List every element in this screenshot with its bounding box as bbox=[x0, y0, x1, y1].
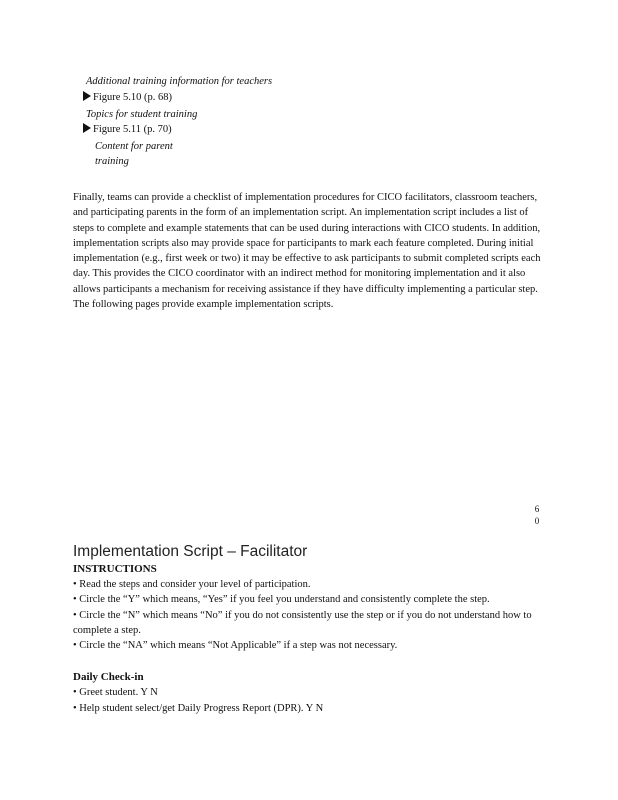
training-item-teachers: Additional training information for teachers bbox=[86, 76, 273, 87]
figure-ref-5-11 bbox=[83, 123, 172, 137]
training-item-parents-line1: Content for parent bbox=[95, 141, 173, 152]
instructions-heading: INSTRUCTIONS bbox=[73, 563, 157, 575]
instructions-list bbox=[73, 577, 543, 653]
figure-ref-label: Figure 5.10 (p. 68) bbox=[93, 92, 173, 103]
instruction-item: • Circle the “NA” which means “Not Applicable” if a step was not necessary. bbox=[73, 640, 398, 652]
triangle-bullet-icon bbox=[83, 91, 91, 101]
daily-checkin-heading: Daily Check-in bbox=[73, 671, 144, 683]
triangle-bullet-icon bbox=[83, 123, 91, 133]
instruction-item: • Read the steps and consider your level of participation. bbox=[73, 579, 311, 590]
training-item-students: Topics for student training bbox=[86, 109, 198, 120]
body-paragraph: Finally, teams can provide a checklist of implementation procedures for CICO facilitators, classroom teachers, and participating parents in the form of an implementation script. An implementation script includes a list of steps to complete and example statements that can be used during interactions with CICO students. In addition, implementation scripts also may provide space for participants to mark each feature completed. During initial implementation (e.g., first week or two) it may be effective to ask participants to submit completed scripts each day. This provides the CICO coordinator with an indirect method for monitoring implementation and it also allows participants a mechanism for receiving assistance if they have difficulty implementing a particular step. The following pages provide example implementation scripts. bbox=[73, 192, 541, 310]
page-number: 60 bbox=[534, 504, 540, 526]
figure-ref-5-10 bbox=[83, 91, 172, 105]
training-item-parents-line2: training bbox=[95, 156, 129, 167]
script-title: Implementation Script – Facilitator bbox=[73, 543, 308, 560]
instruction-item: • Circle the “N” which means “No” if you do not consistently use the step or if you do not understand how to complete a step. bbox=[73, 609, 532, 636]
checkin-item: • Help student select/get Daily Progress Report (DPR). Y N bbox=[73, 702, 324, 714]
checkin-item: • Greet student. Y N bbox=[73, 687, 158, 698]
daily-checkin-list bbox=[73, 685, 543, 716]
instruction-item: • Circle the “Y” which means, “Yes” if you feel you understand and consistently complete the step. bbox=[73, 594, 490, 606]
figure-ref-label: Figure 5.11 (p. 70) bbox=[93, 124, 172, 135]
